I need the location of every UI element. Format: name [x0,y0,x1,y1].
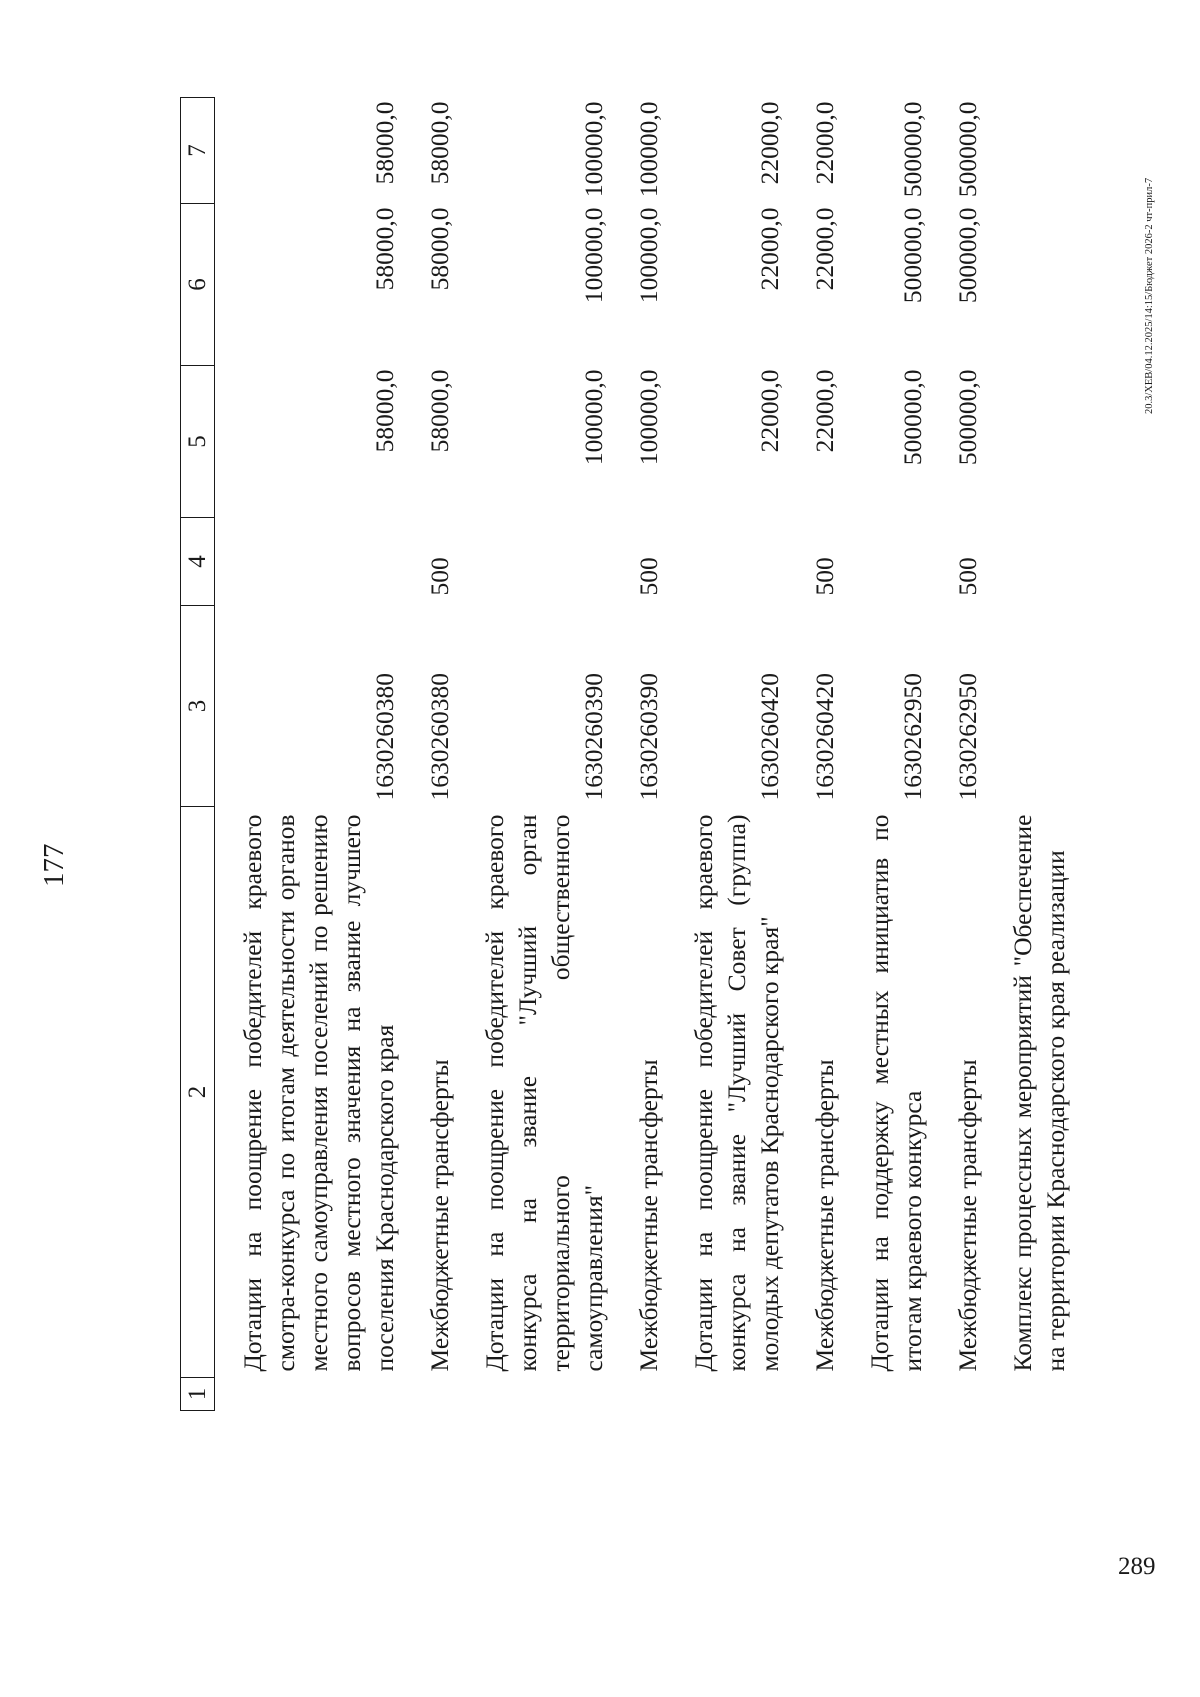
table-cell-col7: 500000,0 [953,101,982,198]
table-cell-col5: 500000,0 [898,369,927,466]
budget-table [180,97,1073,1411]
table-cell-col4 [666,518,787,606]
column-header: 6 [181,204,215,366]
table-cell-col2: Межбюджетные трансферты [634,1059,663,1372]
column-header: 7 [181,98,215,204]
table-cell-col4 [985,518,1073,606]
table-cell-col7: 22000,0 [755,101,784,185]
table-cell-col6: 22000,0 [810,207,839,291]
table-cell-col3: 1630260420 [810,673,839,801]
table-cell-col5: 100000,0 [579,369,608,466]
table-cell-col4 [842,518,930,606]
table-cell-col6: 58000,0 [370,207,399,291]
table-cell-col2: Межбюджетные трансферты [953,1059,982,1372]
table-cell-col2: Дотации на поощрение победителей краевого конкурса на звание "Лучший орган территориального общественного самоуправления" [480,814,608,1372]
table-cell-col1 [611,1378,666,1411]
table-cell-col7 [985,98,1073,204]
table-row [787,98,842,1411]
table-cell-col6: 100000,0 [579,207,608,304]
table-cell-col7: 58000,0 [425,101,454,185]
table-cell-col3: 1630262950 [953,673,982,801]
table-row [215,98,403,1411]
table-cell-col6: 500000,0 [898,207,927,304]
table-row [842,98,930,1411]
column-header: 5 [181,366,215,518]
table-cell-col3 [985,606,1073,807]
table-cell-col1 [457,1378,611,1411]
table-cell-col1 [666,1378,787,1411]
table-row [985,98,1073,1411]
table-cell-col6: 22000,0 [755,207,784,291]
page-number: 177 [38,843,70,887]
footer-page-number: 289 [1118,1553,1156,1580]
column-header: 3 [181,606,215,807]
table-cell-col4 [215,518,403,606]
column-header: 4 [181,518,215,606]
table-cell-col6 [985,204,1073,366]
table-cell-col5: 58000,0 [370,369,399,453]
table-cell-col2: Дотации на поддержку местных инициатив по итогам краевого конкурса [865,814,927,1372]
table-cell-col1 [787,1378,842,1411]
table-cell-col7: 100000,0 [579,101,608,198]
table-cell-col7: 500000,0 [898,101,927,198]
table-cell-col1 [402,1378,457,1411]
table-cell-col1 [930,1378,985,1411]
table-cell-col3: 1630262950 [898,673,927,801]
table-cell-col5: 500000,0 [953,369,982,466]
table-cell-col4: 500 [810,557,839,596]
table-cell-col6: 100000,0 [634,207,663,304]
table-cell-col5 [985,366,1073,518]
column-header: 2 [181,807,215,1378]
table-cell-col7: 22000,0 [810,101,839,185]
table-cell-col3: 1630260390 [579,673,608,801]
table-cell-col2: Межбюджетные трансферты [425,1059,454,1372]
table-cell-col6: 500000,0 [953,207,982,304]
table-cell-col3: 1630260380 [370,673,399,801]
column-header: 1 [181,1378,215,1411]
table-cell-col5: 22000,0 [810,369,839,453]
table-cell-col1 [215,1378,403,1411]
table-cell-col3: 1630260420 [755,673,784,801]
table-cell-col2: Дотации на поощрение победителей краевого конкурса на звание "Лучший Совет (группа) молодых депутатов Краснодарского края" [689,814,784,1372]
table-cell-col1 [842,1378,930,1411]
table-row [402,98,457,1411]
table-cell-col6: 58000,0 [425,207,454,291]
table-cell-col4: 500 [425,557,454,596]
table-cell-col4 [457,518,611,606]
table-cell-col4: 500 [634,557,663,596]
table-header-row [181,98,215,1411]
table-row [930,98,985,1411]
table-cell-col5: 58000,0 [425,369,454,453]
table-cell-col3: 1630260380 [425,673,454,801]
table-cell-col2: Дотации на поощрение победителей краевого смотра-конкурса по итогам деятельности органов местного самоуправления поселений по решению вопросов местного значения на звание лучшего поселения Краснодарского края [238,814,399,1372]
table-cell-col7: 58000,0 [370,101,399,185]
table-cell-col5: 100000,0 [634,369,663,466]
table-cell-col7: 100000,0 [634,101,663,198]
document-stamp: 20.3/ХЕВ/04.12.2025/14:15/Бюджет 2026-2 чт-прил-7 [1144,177,1155,414]
table-cell-col5: 22000,0 [755,369,784,453]
table-cell-col4: 500 [953,557,982,596]
table-row [666,98,787,1411]
table-cell-col3: 1630260390 [634,673,663,801]
table-row [611,98,666,1411]
table-row [457,98,611,1411]
table-cell-col2: Комплекс процессных мероприятий "Обеспечение на территории Краснодарского края реализации [1008,814,1070,1372]
table-cell-col2: Межбюджетные трансферты [810,1059,839,1372]
table-cell-col1 [985,1378,1073,1411]
